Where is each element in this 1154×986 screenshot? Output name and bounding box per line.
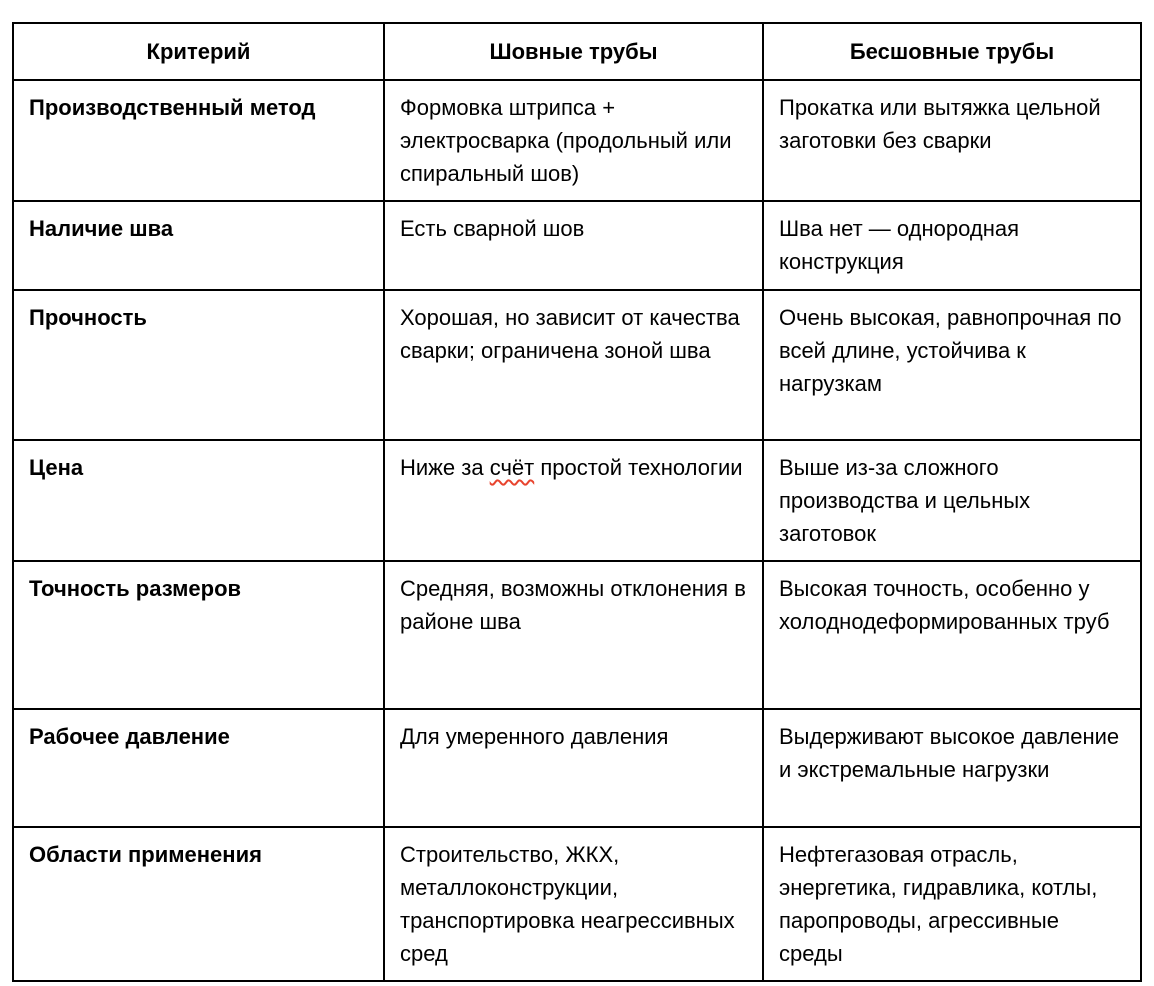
- misspelled-word-underline: счёт: [489, 455, 535, 480]
- cell-seamed-value: Для умеренного давления: [384, 709, 763, 827]
- header-seamless-pipes: Бесшовные трубы: [763, 23, 1141, 80]
- cell-seamless-value: Шва нет — однородная конструкция: [763, 201, 1141, 290]
- cell-seamless-value: Выдерживают высокое давление и экстремальные нагрузки: [763, 709, 1141, 827]
- table-row-dimensional-accuracy: [13, 561, 1141, 709]
- header-criterion: Критерий: [13, 23, 384, 80]
- header-seamed-pipes: Шовные трубы: [384, 23, 763, 80]
- cell-seamed-value: Есть сварной шов: [384, 201, 763, 290]
- table-row-seam-presence: [13, 201, 1141, 290]
- cell-seamless-value: Очень высокая, равнопрочная по всей длине, устойчива к нагрузкам: [763, 290, 1141, 440]
- table-row-strength: [13, 290, 1141, 440]
- cell-seamed-value: [384, 440, 763, 561]
- text-fragment: Ниже за: [400, 455, 490, 480]
- text-fragment: простой технологии: [534, 455, 743, 480]
- table-row-production-method: [13, 80, 1141, 201]
- cell-seamed-value: Средняя, возможны отклонения в районе шва: [384, 561, 763, 709]
- cell-criterion: Цена: [13, 440, 384, 561]
- cell-criterion: Точность размеров: [13, 561, 384, 709]
- table-row-working-pressure: [13, 709, 1141, 827]
- cell-seamed-value: Формовка штрипса + электросварка (продольный или спиральный шов): [384, 80, 763, 201]
- cell-seamless-value: Выше из-за сложного производства и цельных заготовок: [763, 440, 1141, 561]
- header-row: [13, 23, 1141, 80]
- table-row-application-areas: [13, 827, 1141, 981]
- cell-criterion: Прочность: [13, 290, 384, 440]
- cell-criterion: Наличие шва: [13, 201, 384, 290]
- cell-criterion: Производственный метод: [13, 80, 384, 201]
- cell-seamless-value: Нефтегазовая отрасль, энергетика, гидравлика, котлы, паропроводы, агрессивные среды: [763, 827, 1141, 981]
- cell-seamed-value: Строительство, ЖКХ, металлоконструкции, транспортировка неагрессивных сред: [384, 827, 763, 981]
- pipes-comparison-table: [12, 22, 1142, 982]
- table-row-price: [13, 440, 1141, 561]
- cell-seamed-value: Хорошая, но зависит от качества сварки; ограничена зоной шва: [384, 290, 763, 440]
- cell-seamless-value: Прокатка или вытяжка цельной заготовки без сварки: [763, 80, 1141, 201]
- cell-criterion: Области применения: [13, 827, 384, 981]
- cell-criterion: Рабочее давление: [13, 709, 384, 827]
- cell-seamless-value: Высокая точность, особенно у холоднодеформированных труб: [763, 561, 1141, 709]
